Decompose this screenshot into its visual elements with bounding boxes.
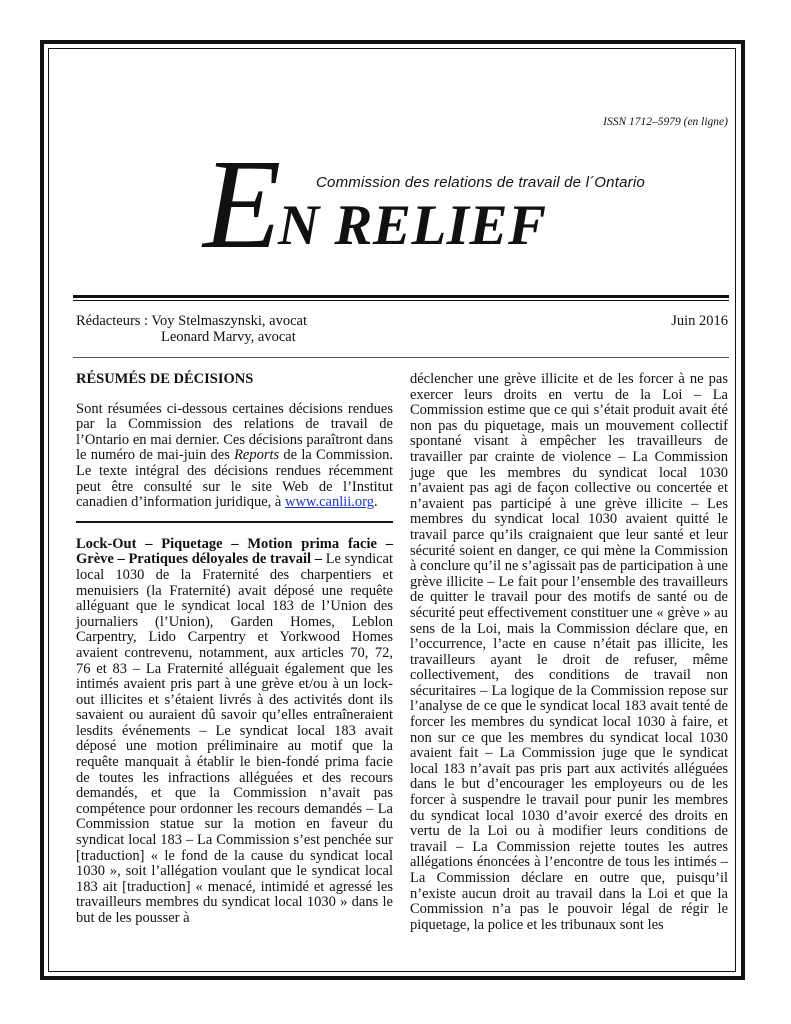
editors-line-2: Leonard Marvy, avocat — [161, 329, 296, 345]
canlii-link[interactable]: www.canlii.org — [284, 494, 374, 511]
issn-label: ISSN 1712–5979 (en ligne) — [603, 116, 728, 128]
case-heading: Lock-Out – Piquetage – Motion prima facie – Grève – Pratiques déloyales de travail – — [76, 535, 393, 568]
intro-paragraph — [76, 402, 393, 511]
left-column — [76, 372, 393, 927]
logo-letter-e: E — [203, 133, 280, 275]
section-title: RÉSUMÉS DE DÉCISIONS — [76, 371, 254, 387]
editors-line-1: Rédacteurs : Voy Stelmaszynski, avocat — [76, 313, 308, 329]
logo-title: N RELIEF — [278, 194, 547, 257]
case-summary-continued: déclencher une grève illicite et de les forcer à ne pas exercer leurs droits en vertu de la Loi – La Commission estime que ce qui s’était produit avait été non pas du piquetage, mais un mouvement collectif spontané visant à empêcher les travailleurs de travailler par crainte de violence – La Commission juge que les membres du syndicat local 1030 n’avaient pas agi de façon collective ou concertée et n’avaient pas participé à une grève illicite – Les membres du syndicat local 1030 avaient quitté le travail parce qu’ils craignaient que leur santé et leur sécurité soient en danger, ce qui mène la Commission à conclure qu’il ne s’agissait pas de participation à une grève illicite – Le fait pour l’ensemble des travailleurs de quitter le travail pour des motifs de santé ou de sécurité peut effectivement constituer une « grève » au sens de la Loi, mais la Commission déclare que, en l’occurrence, l’acte en cause n’était pas illicite, les travailleurs ayant le droit de refuser, même collectivement, des conditions de travail non sécuritaires – La logique de la Commission repose sur l’analyse de ce que le syndicat local 183 avait tenté de forcer les membres du syndicat local 1030 à faire, et non sur ce que les membres du syndicat local 1030 avaient fait – La Commission juge que le syndicat local 183 n’avait pas pris part aux activités alléguées dans le but d’encourager les employeurs ou de les forcer à suspendre le travail pour punir les membres du syndicat local 1030 d’avoir exercé des droits en vertu de la Loi ou à modifier leurs conditions de travail – La Commission rejette toutes les autres allégations énoncées à l’encontre de tous les intimés – La Commission déclare en outre que, puisqu’il n’existe aucun droit au travail dans la Loi et que la Commission n’a pas le pouvoir légal de régir le piquetage, la police et les tribunaux sont les — [410, 371, 728, 933]
intro-text-2: de la Commission. Le texte intégral des décisions rendues récemment peut être consulté sur le site Web de l’Institut canadien d’information juridique, à — [76, 447, 393, 511]
case-summary-paragraph — [76, 537, 393, 927]
right-column — [410, 372, 728, 933]
intro-end: . — [373, 494, 378, 511]
masthead-rule-thick — [73, 295, 729, 298]
masthead-rule-thin — [73, 300, 729, 301]
editors-rule — [73, 357, 729, 358]
logo-subtitle: Commission des relations de travail de l´Ontario — [316, 174, 645, 191]
case-text: Le syndicat local 1030 de la Fraternité des charpentiers et menuisiers (la Fraternité) avait déposé une requête alléguant que le syndicat local 183 de l’Union des journaliers (l’Union), Garden Homes, Leblon Carpentry, Lido Carpentry et Yorkwood Homes avaient contrevenu, notamment, aux articles 70, 72, 76 et 83 – La Fraternité alléguait également que les intimés avaient pris part à une grève et/ou à un lock-out illicites et s’étaient livrés à des activités dont ils savaient ou auraient dû savoir qu’elles entraîneraient lesdits événements – Le syndicat local 183 avait déposé une motion préliminaire au motif que la requête manquait à établir le bien-fondé prima facie de toutes les infractions alléguées et des recours demandés, et que la Commission n’avait pas compétence pour ordonner les recours demandés – La Commission statue sur la motion en faveur du syndicat local 183 – La Commission s’est penchée sur [traduction] « le fond de la cause du syndicat local 1030 », soit l’allégation voulant que le syndicat local 183 ait [traduction] « menacé, intimidé et agressé les travailleurs membres du syndicat local 1030 » dans le but de les pousser à — [76, 551, 393, 926]
issue-date: Juin 2016 — [671, 313, 728, 329]
editors-block — [76, 313, 307, 345]
intro-text-1: Sont résumées ci-dessous certaines décisions rendues par la Commission des relations de travail de l’Ontario en mai dernier. Ces décisions paraîtront dans le numéro de mai-juin des — [76, 400, 393, 464]
column-divider-rule — [76, 521, 393, 523]
intro-reports-italic: Reports — [234, 447, 280, 464]
